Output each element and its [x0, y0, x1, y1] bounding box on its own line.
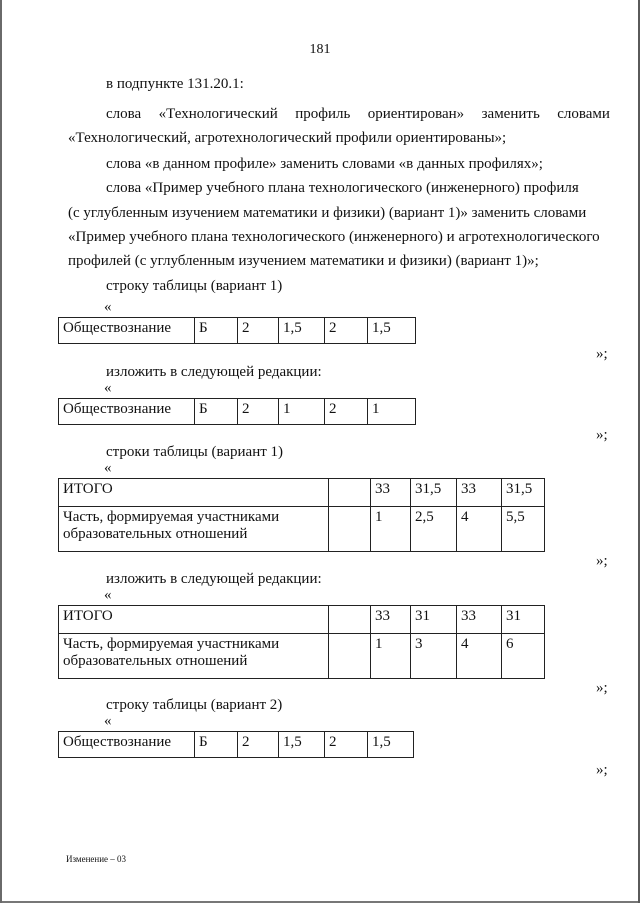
table-cell — [329, 606, 371, 634]
table-cell: Обществознание — [59, 399, 195, 425]
cell-line: образовательных отношений — [63, 526, 248, 542]
table-cell: 1,5 — [368, 318, 416, 344]
table-cell: Б — [195, 318, 238, 344]
para1-word: заменить — [481, 106, 540, 122]
para2-line: слова «в данном профиле» заменить словами «в данных профилях»; — [106, 156, 543, 172]
para3-line1: слова «Пример учебного плана технологического (инженерного) профиля — [106, 180, 579, 196]
table-cell — [329, 507, 371, 552]
page-footer: Изменение – 03 — [66, 854, 127, 864]
para1-word: словами — [557, 106, 610, 122]
table-row — [59, 507, 545, 552]
para1-word: ориентирован» — [367, 106, 465, 122]
table-cell: 4 — [457, 507, 502, 552]
table-cell: 31 — [502, 606, 545, 634]
para3-line4: профилей (с углубленным изучением математики и физики) (вариант 1)»; — [68, 253, 539, 269]
para1-word: «Технологический — [158, 106, 278, 122]
table-cell: 31,5 — [411, 479, 457, 507]
close-quote: »; — [596, 762, 608, 778]
open-quote: « — [104, 380, 112, 396]
table-cell: Б — [195, 399, 238, 425]
cell-line: Часть, формируемая участниками — [63, 636, 280, 652]
table-cell: 1,5 — [279, 732, 325, 758]
table-cell: 6 — [502, 634, 545, 679]
close-quote: »; — [596, 680, 608, 696]
table-cell: 1 — [371, 634, 411, 679]
table-cell: 33 — [371, 606, 411, 634]
para3-line3: «Пример учебного плана технологического (инженерного) и агротехнологического — [68, 229, 600, 245]
table-cell: 33 — [457, 606, 502, 634]
section-label: строку таблицы (вариант 2) — [106, 697, 283, 713]
section-label: строку таблицы (вариант 1) — [106, 278, 283, 294]
table-cell: 2 — [238, 318, 279, 344]
para1-word: слова — [106, 106, 142, 122]
para3-line2: (с углубленным изучением математики и физики) (вариант 1)» заменить словами — [68, 205, 587, 221]
table-cell: 1 — [279, 399, 325, 425]
table-cell — [329, 634, 371, 679]
table-cell: 1 — [368, 399, 416, 425]
cell-line: Часть, формируемая участниками — [63, 509, 280, 525]
table-cell: 1,5 — [279, 318, 325, 344]
table-cell: 1,5 — [368, 732, 414, 758]
table-cell — [59, 634, 329, 679]
table-cell: 3 — [411, 634, 457, 679]
cell-line: образовательных отношений — [63, 653, 248, 669]
para1-word: профиль — [295, 106, 351, 122]
section-label: изложить в следующей редакции: — [106, 364, 322, 380]
table-cell: Б — [195, 732, 238, 758]
table-5 — [58, 731, 414, 758]
table-cell: 33 — [371, 479, 411, 507]
table-cell: Обществознание — [59, 732, 195, 758]
close-quote: »; — [596, 346, 608, 362]
table-cell: 33 — [457, 479, 502, 507]
table-1 — [58, 317, 416, 344]
page-number: 181 — [309, 42, 331, 57]
table-row — [59, 634, 545, 679]
table-cell: 2 — [325, 732, 368, 758]
table-row — [59, 479, 545, 507]
close-quote: »; — [596, 427, 608, 443]
table-cell — [59, 507, 329, 552]
table-cell: 4 — [457, 634, 502, 679]
table-2 — [58, 398, 416, 425]
section-label: строки таблицы (вариант 1) — [106, 444, 284, 460]
table-row — [59, 606, 545, 634]
open-quote: « — [104, 587, 112, 603]
table-cell: 31,5 — [502, 479, 545, 507]
table-row — [59, 732, 414, 758]
table-3 — [58, 478, 545, 552]
open-quote: « — [104, 299, 112, 315]
table-cell: 2 — [238, 399, 279, 425]
table-cell: 5,5 — [502, 507, 545, 552]
table-cell: 31 — [411, 606, 457, 634]
table-cell: 2,5 — [411, 507, 457, 552]
open-quote: « — [104, 713, 112, 729]
table-row — [59, 399, 416, 425]
table-cell: 2 — [238, 732, 279, 758]
table-cell — [329, 479, 371, 507]
table-cell: 2 — [325, 318, 368, 344]
table-4 — [58, 605, 545, 679]
table-cell: 2 — [325, 399, 368, 425]
table-row — [59, 318, 416, 344]
table-cell: 1 — [371, 507, 411, 552]
section-label: изложить в следующей редакции: — [106, 571, 322, 587]
close-quote: »; — [596, 553, 608, 569]
table-cell: Обществознание — [59, 318, 195, 344]
table-cell: ИТОГО — [59, 479, 329, 507]
para1-line1 — [106, 105, 610, 123]
table-cell: ИТОГО — [59, 606, 329, 634]
para1-line2: «Технологический, агротехнологический профили ориентированы»; — [68, 130, 507, 146]
intro-line: в подпункте 131.20.1: — [106, 76, 244, 92]
open-quote: « — [104, 460, 112, 476]
